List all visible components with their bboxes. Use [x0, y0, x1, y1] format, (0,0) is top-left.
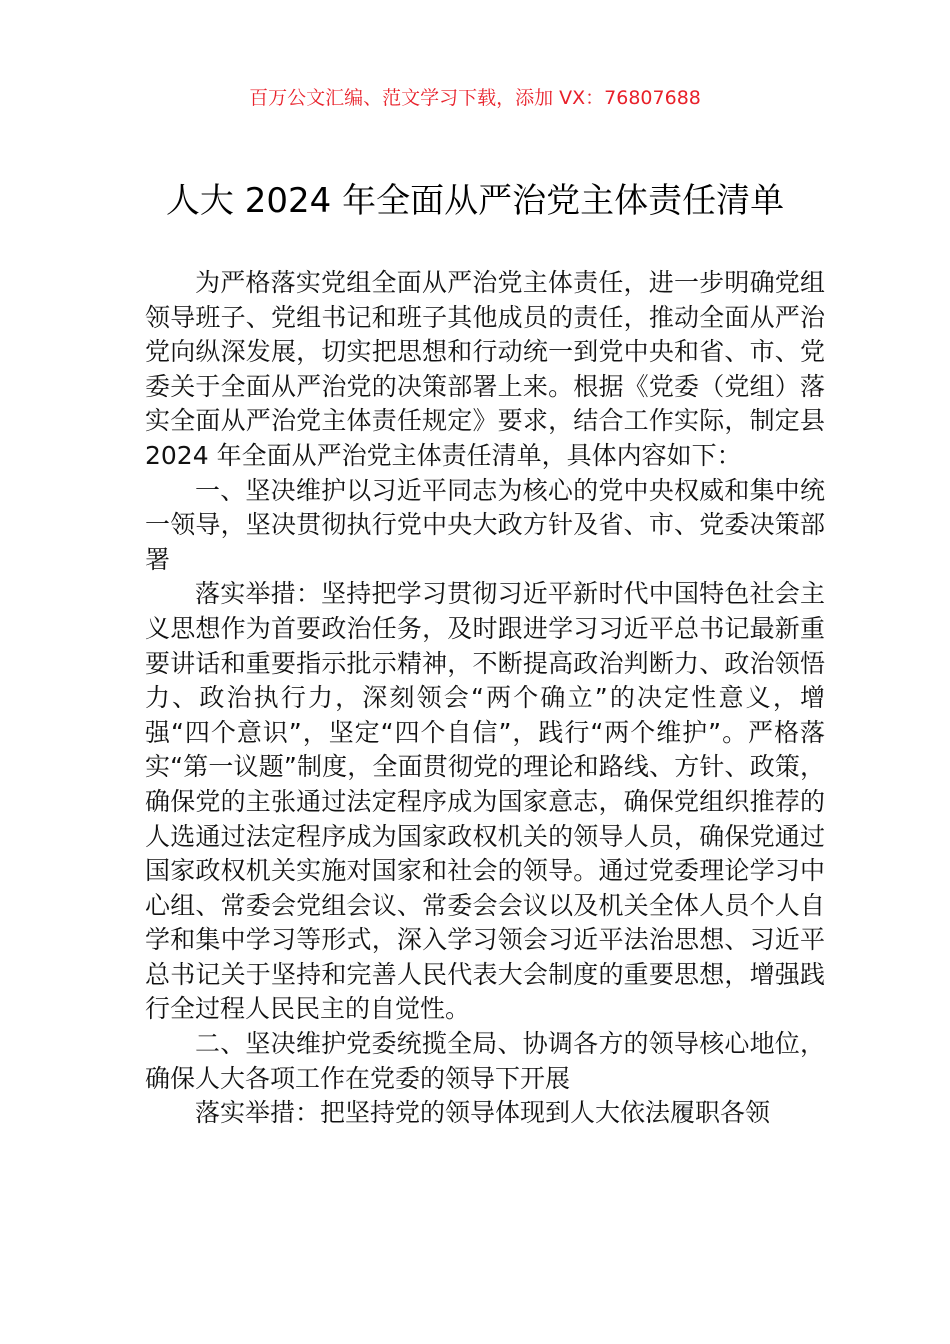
- measures-paragraph-1: 落实举措：坚持把学习贯彻习近平新时代中国特色社会主义思想作为首要政治任务，及时跟进学习习近平总书记最新重要讲话和重要指示批示精神，不断提高政治判断力、政治领悟力、政治执行力，深刻领会“两个确立”的决定性意义，增强“四个意识”，坚定“四个自信”，践行“两个维护”。严格落实“第一议题”制度，全面贯彻党的理论和路线、方针、政策，确保党的主张通过法定程序成为国家意志，确保党组织推荐的人选通过法定程序成为国家政权机关的领导人员，确保党通过国家政权机关实施对国家和社会的领导。通过党委理论学习中心组、常委会党组会议、常委会会议以及机关全体人员个人自学和集中学习等形式，深入学习领会习近平法治思想、习近平总书记关于坚持和完善人民代表大会制度的重要思想，增强践行全过程人民民主的自觉性。: [145, 579, 825, 1024]
- section-heading-2: 二、坚决维护党委统揽全局、协调各方的领导核心地位，确保人大各项工作在党委的领导下开展: [145, 1029, 825, 1093]
- document-body: [145, 266, 825, 1131]
- document-title: 人大 2024 年全面从严治党主体责任清单: [165, 181, 785, 221]
- intro-paragraph: 为严格落实党组全面从严治党主体责任，进一步明确党组领导班子、党组书记和班子其他成员的责任，推动全面从严治党向纵深发展，切实把思想和行动统一到党中央和省、市、党委关于全面从严治党的决策部署上来。根据《党委（党组）落实全面从严治党主体责任规定》要求，结合工作实际，制定县 2024 年全面从严治党主体责任清单，具体内容如下：: [145, 268, 825, 470]
- measures-paragraph-2: 落实举措：把坚持党的领导体现到人大依法履职各领: [195, 1098, 771, 1128]
- section-heading-1: 一、坚决维护以习近平同志为核心的党中央权威和集中统一领导，坚决贯彻执行党中央大政方针及省、市、党委决策部署: [145, 475, 825, 574]
- watermark-banner: 百万公文汇编、范文学习下载，添加 VX：76807688: [249, 87, 701, 109]
